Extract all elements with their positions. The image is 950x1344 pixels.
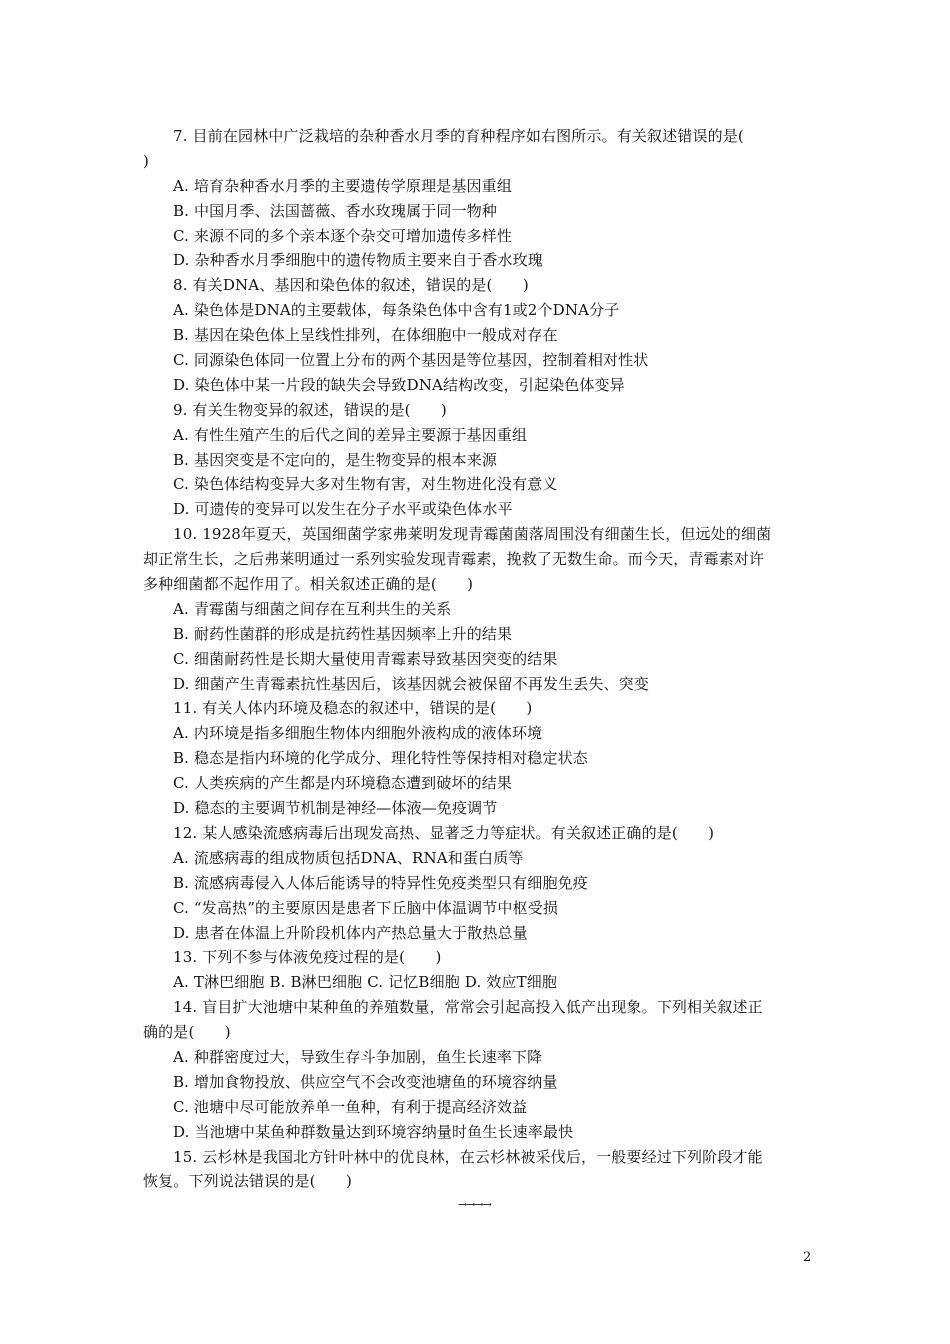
q11-option-a: A. 内环境是指多细胞生物体内细胞外液构成的液体环境 [173,724,543,743]
q8-stem: 8. 有关DNA、基因和染色体的叙述，错误的是( ) [173,276,529,295]
q12-option-d: D. 患者在体温上升阶段机体内产热总量大于散热总量 [173,923,528,942]
q12-option-a: A. 流感病毒的组成物质包括DNA、RNA和蛋白质等 [173,848,524,867]
q10-stem-cont: 多种细菌都不起作用了。相关叙述正确的是( ) [143,575,474,594]
q8-option-a: A. 染色体是DNA的主要载体，每条染色体中含有1或2个DNA分子 [173,301,620,320]
q10-stem: 10. 1928年夏天，英国细菌学家弗莱明发现青霉菌菌落周围没有细菌生长，但远处的细菌 [173,525,772,544]
q8-option-b: B. 基因在染色体上呈线性排列，在体细胞中一般成对存在 [173,326,558,345]
q12-option-c: C. “发高热”的主要原因是患者下丘脑中体温调节中枢受损 [173,898,559,917]
q7-stem-cont: ) [143,151,150,170]
q14-stem: 14. 盲目扩大池塘中某种鱼的养殖数量，常常会引起高投入低产出现象。下列相关叙述正 [173,998,763,1017]
q14-option-d: D. 当池塘中某鱼种群数量达到环境容纳量时鱼生长速率最快 [173,1122,574,1141]
q9-option-b: B. 基因突变是不定向的，是生物变异的根本来源 [173,450,498,469]
q10-stem-cont: 却正常生长，之后弗莱明通过一系列实验发现青霉素，挽救了无数生命。而今天，青霉素对许 [143,550,765,569]
q8-option-d: D. 染色体中某一片段的缺失会导致DNA结构改变，引起染色体变异 [173,375,625,394]
q14-option-c: C. 池塘中尽可能放养单一鱼种，有利于提高经济效益 [173,1097,528,1116]
q14-stem-cont: 确的是( ) [143,1023,231,1042]
q9-stem: 9. 有关生物变异的叙述，错误的是( ) [173,400,447,419]
q7-option-d: D. 杂种香水月季细胞中的遗传物质主要来自于香水玫瑰 [173,251,543,270]
q12-stem: 12. 某人感染流感病毒后出现发高热、显著乏力等症状。有关叙述正确的是( ) [173,823,715,842]
q9-option-d: D. 可遗传的变异可以发生在分子水平或染色体水平 [173,500,513,519]
q9-option-a: A. 有性生殖产生的后代之间的差异主要源于基因重组 [173,425,528,444]
q11-option-b: B. 稳态是指内环境的化学成分、理化特性等保持相对稳定状态 [173,749,588,768]
q10-option-b: B. 耐药性菌群的形成是抗药性基因频率上升的结果 [173,624,513,643]
q14-option-b: B. 增加食物投放、供应空气不会改变池塘鱼的环境容纳量 [173,1072,558,1091]
q15-stem: 15. 云杉林是我国北方针叶林中的优良林，在云杉林被采伐后，一般要经过下列阶段才能 [173,1147,763,1166]
q8-option-c: C. 同源染色体同一位置上分布的两个基因是等位基因，控制着相对性状 [173,351,649,370]
q12-option-b: B. 流感病毒侵入人体后能诱导的特异性免疫类型只有细胞免疫 [173,873,588,892]
q7-stem: 7. 目前在园林中广泛栽培的杂种香水月季的育种程序如右图所示。有关叙述错误的是( [173,127,744,145]
q7-option-a: A. 培育杂种香水月季的主要遗传学原理是基因重组 [173,176,512,195]
document-body [143,124,811,1194]
page-number: 2 [803,1250,812,1265]
q7-option-c: C. 来源不同的多个亲本逐个杂交可增加遗传多样性 [173,226,513,245]
q15-stem-cont: 恢复。下列说法错误的是( ) [143,1172,352,1191]
q14-option-a: A. 种群密度过大，导致生存斗争加剧，鱼生长速率下降 [173,1047,543,1066]
q9-option-c: C. 染色体结构变异大多对生物有害，对生物进化没有意义 [173,475,558,494]
q13-stem: 13. 下列不参与体液免疫过程的是( ) [173,948,442,967]
succession-arrows: →→→→ [458,1198,491,1211]
q11-stem: 11. 有关人体内环境及稳态的叙述中，错误的是( ) [173,699,533,718]
q10-option-c: C. 细菌耐药性是长期大量使用青霉素导致基因突变的结果 [173,649,558,668]
q10-option-a: A. 青霉菌与细菌之间存在互利共生的关系 [173,599,452,618]
q11-option-d: D. 稳态的主要调节机制是神经—体液—免疫调节 [173,799,498,818]
q13-options: A. T淋巴细胞 B. B淋巴细胞 C. 记忆B细胞 D. 效应T细胞 [173,973,558,992]
q11-option-c: C. 人类疾病的产生都是内环境稳态遭到破坏的结果 [173,774,513,793]
q7-option-b: B. 中国月季、法国蔷薇、香水玫瑰属于同一物种 [173,201,498,220]
q10-option-d: D. 细菌产生青霉素抗性基因后，该基因就会被保留不再发生丢失、突变 [173,674,649,693]
